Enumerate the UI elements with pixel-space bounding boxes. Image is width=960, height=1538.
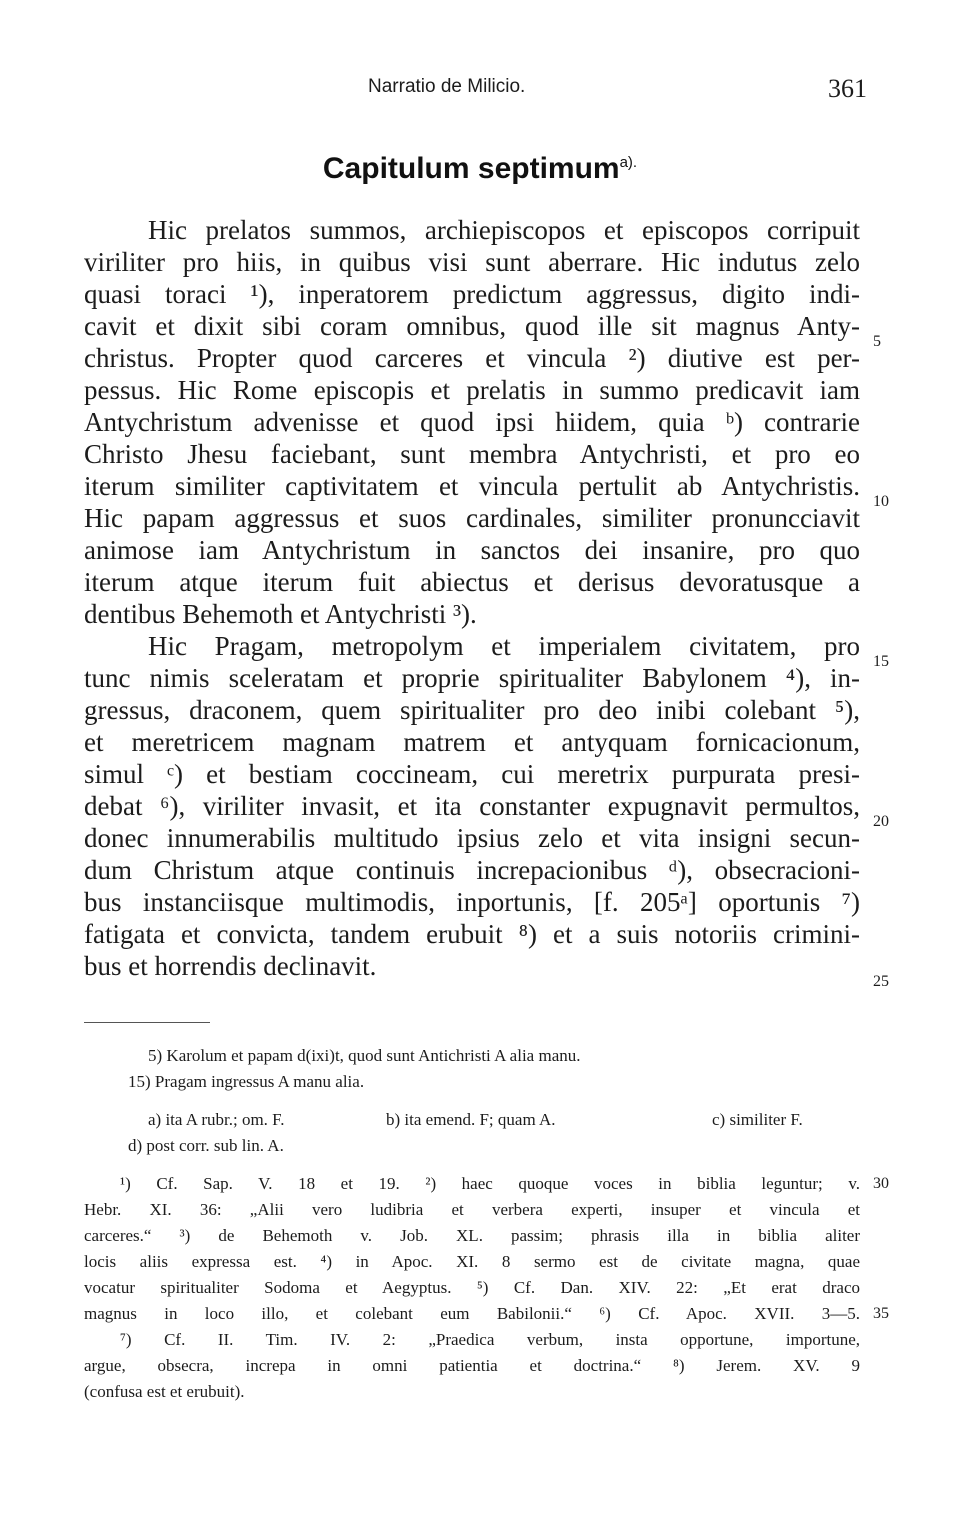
body-line: Christo Jhesu faciebant, sunt membra Antychristi, et pro eo (84, 439, 860, 469)
line-number: 10 (873, 493, 889, 510)
source-note-line: (confusa est et erubuit). (84, 1382, 245, 1401)
line-number: 25 (873, 973, 889, 990)
body-line: Antychristum advenisse et quod ipsi hiidem, quia ᵇ) contrarie (84, 407, 860, 437)
source-note-line: Hebr. XI. 36: „Alii vero ludibria et verbera experti, insuper et vincula et (84, 1200, 860, 1219)
line-number: 20 (873, 813, 889, 830)
chapter-title: Capitulum septimum (322, 152, 620, 185)
body-line: bus instanciisque multimodis, inportunis, [f. 205ᵃ] oportunis ⁷) (84, 887, 860, 917)
body-line: fatigata et convicta, tandem erubuit ⁸) et a suis notoriis crimini- (84, 919, 860, 949)
footnote-line-number: 35 (873, 1305, 889, 1322)
body-line: tunc nimis sceleratam et proprie spiritualiter Babylonem ⁴), in- (84, 663, 860, 693)
source-note-line: argue, obsecra, increpa in omni patientia et doctrina.“ ⁸) Jerem. XV. 9 (84, 1356, 860, 1375)
footnote-rule (84, 1022, 210, 1023)
body-line: iterum atque iterum fuit abiectus et derisus devoratusque a (84, 567, 860, 597)
body-line: animose iam Antychristum in sanctos dei insanire, pro quo (84, 535, 860, 565)
body-line: Hic Pragam, metropolym et imperialem civitatem, pro (148, 631, 860, 661)
textual-note: d) post corr. sub lin. A. (128, 1136, 284, 1155)
source-note-line: carceres.“ ³) de Behemoth v. Job. XL. passim; phrasis illa in biblia aliter (84, 1226, 860, 1245)
body-line: cavit et dixit sibi coram omnibus, quod ille sit magnus Anty- (84, 311, 860, 341)
running-title: Narratio de Milicio. (368, 76, 526, 97)
textual-note: c) similiter F. (712, 1110, 803, 1129)
body-line: pessus. Hic Rome episcopis et prelatis in summo predicavit iam (84, 375, 860, 405)
body-line: Hic papam aggressus et suos cardinales, similiter pronuncciavit (84, 503, 860, 533)
body-line: debat ⁶), viriliter invasit, et ita constanter expugnavit permultos, (84, 791, 860, 821)
body-line: et meretricem magnam matrem et antyquam fornicacionum, (84, 727, 860, 757)
variant-note: 5) Karolum et papam d(ixi)t, quod sunt Antichristi A alia manu. (148, 1046, 581, 1065)
body-line: quasi toraci ¹), inperatorem predictum aggressus, digito indi- (84, 279, 860, 309)
source-note-line: magnus in loco illo, et colebant eum Babilonii.“ ⁶) Cf. Apoc. XVII. 3—5. (84, 1304, 860, 1323)
body-line: dum Christum atque continuis increpacionibus ᵈ), obsecracioni- (84, 855, 860, 885)
line-number: 5 (873, 333, 881, 350)
chapter-note-mark: a). (619, 154, 638, 171)
body-line: Hic prelatos summos, archiepiscopos et episcopos corripuit (148, 215, 860, 245)
body-line: simul ᶜ) et bestiam coccineam, cui meretrix purpurata presi- (84, 759, 860, 789)
source-note-line: vocatur spiritualiter Sodoma et Aegyptus. ⁵) Cf. Dan. XIV. 22: „Et erat draco (84, 1278, 860, 1297)
line-number: 15 (873, 653, 889, 670)
source-note-line: ¹) Cf. Sap. V. 18 et 19. ²) haec quoque voces in biblia leguntur; v. (120, 1174, 860, 1193)
variant-note: 15) Pragam ingressus A manu alia. (128, 1072, 365, 1091)
body-line: bus et horrendis declinavit. (84, 951, 377, 981)
chapter-heading (0, 152, 960, 186)
body-line: donec innumerabilis multitudo ipsius zelo et vita insigni secun- (84, 823, 860, 853)
body-line: iterum similiter captivitatem et vincula pertulit ab Antychristis. (84, 471, 860, 501)
body-line: gressus, draconem, quem spiritualiter pro deo inibi colebant ⁵), (84, 695, 860, 725)
body-line: viriliter pro hiis, in quibus visi sunt aberrare. Hic indutus zelo (84, 247, 860, 277)
body-line: christus. Propter quod carceres et vincula ²) diutive est per- (84, 343, 860, 373)
footnote-line-number: 30 (873, 1175, 889, 1192)
source-note-line: locis aliis expressa est. ⁴) in Apoc. XI. 8 sermo est de civitate magna, quae (84, 1252, 860, 1271)
textual-note: b) ita emend. F; quam A. (386, 1110, 556, 1129)
page-number: 361 (828, 74, 867, 103)
source-note-line: ⁷) Cf. II. Tim. IV. 2: „Praedica verbum, insta opportune, importune, (120, 1330, 860, 1349)
textual-note: a) ita A rubr.; om. F. (148, 1110, 285, 1129)
body-line: dentibus Behemoth et Antychristi ³). (84, 599, 477, 629)
running-header (0, 76, 960, 106)
